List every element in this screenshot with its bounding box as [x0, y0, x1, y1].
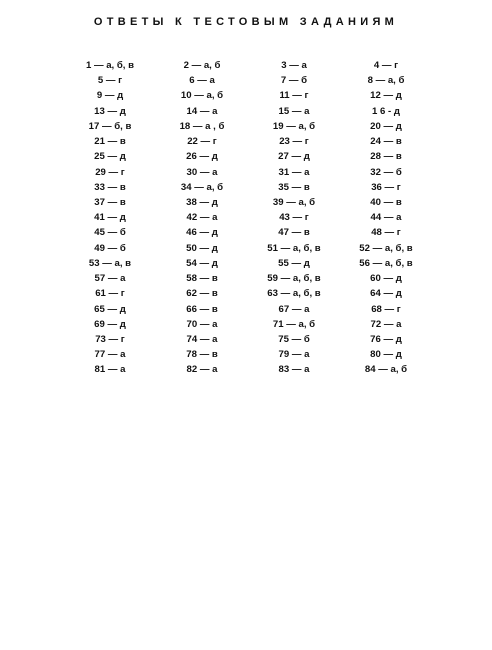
answer-item: 65 — д — [94, 303, 126, 315]
answer-item: 26 — д — [186, 151, 218, 163]
answer-item: 59 — а, б, в — [267, 273, 321, 285]
answer-item: 49 — б — [94, 242, 126, 254]
answer-item: 2 — а, б — [183, 60, 221, 71]
answer-item: 72 — а — [370, 318, 402, 330]
answer-item: 77 — а — [94, 349, 126, 361]
answer-item: 84 — а, б — [364, 364, 408, 376]
answer-item: 32 — б — [370, 166, 402, 178]
answer-item: 37 — в — [94, 196, 126, 208]
answer-item: 79 — а — [278, 349, 310, 361]
answer-item: 38 — д — [186, 196, 218, 208]
answer-item: 76 — д — [370, 333, 402, 345]
answer-item: 19 — а, б — [272, 120, 316, 132]
answer-item: 28 — в — [370, 151, 402, 163]
answer-item: 25 — д — [94, 151, 126, 163]
answer-item: 18 — а , б — [179, 120, 225, 132]
answer-item: 14 — а — [186, 105, 218, 117]
answer-item: 24 — в — [370, 136, 402, 148]
answer-item: 33 — в — [94, 181, 126, 193]
answer-item: 27 — д — [278, 151, 310, 163]
answer-item: 20 — д — [370, 120, 402, 132]
answer-item: 58 — в — [186, 273, 218, 285]
answer-item: 11 — г — [279, 90, 309, 102]
answer-item: 64 — д — [370, 288, 402, 300]
answer-item: 68 — г — [371, 303, 401, 315]
answer-item: 39 — а, б — [272, 196, 316, 208]
answer-item: 1 — а, б, в — [85, 60, 135, 71]
answer-item: 53 — а, в — [88, 257, 132, 269]
answer-item: 21 — в — [94, 136, 126, 148]
answer-item: 56 — а, б, в — [359, 257, 413, 269]
answer-item: 81 — а — [94, 364, 126, 376]
answer-item: 78 — в — [186, 349, 218, 361]
answer-item: 12 — д — [370, 90, 402, 102]
answer-item: 47 — в — [278, 227, 310, 239]
answer-item: 57 — а — [94, 273, 126, 285]
answer-item: 45 — б — [94, 227, 126, 239]
answer-item: 4 — г — [373, 60, 399, 71]
answer-item: 22 — г — [187, 136, 217, 148]
answer-item: 34 — а, б — [180, 181, 224, 193]
answer-item: 52 — а, б, в — [359, 242, 413, 254]
answer-item: 13 — д — [94, 105, 126, 117]
answer-item: 50 — д — [186, 242, 218, 254]
answer-item: 70 — а — [186, 318, 218, 330]
answer-item: 29 — г — [95, 166, 125, 178]
answer-item: 44 — а — [370, 212, 402, 224]
answer-item: 36 — г — [371, 181, 401, 193]
answer-item: 7 — б — [280, 75, 308, 87]
answer-item: 74 — а — [186, 333, 218, 345]
answer-item: 8 — а, б — [367, 75, 405, 87]
answer-item: 6 — а — [189, 75, 215, 87]
answer-item: 75 — б — [278, 333, 310, 345]
answer-item: 43 — г — [279, 212, 309, 224]
answer-item: 17 — б, в — [88, 120, 132, 132]
answer-item: 83 — а — [278, 364, 310, 376]
answer-item: 31 — а — [278, 166, 310, 178]
answer-item: 23 — г — [279, 136, 309, 148]
page-title: ОТВЕТЫ К ТЕСТОВЫМ ЗАДАНИЯМ — [93, 16, 399, 28]
answer-item: 3 — а — [281, 60, 307, 71]
answer-item: 40 — в — [370, 196, 402, 208]
answer-item: 5 — г — [97, 75, 123, 87]
answer-item: 48 — г — [371, 227, 401, 239]
answer-item: 42 — а — [186, 212, 218, 224]
answer-item: 66 — в — [186, 303, 218, 315]
answer-item: 15 — а — [278, 105, 310, 117]
answer-item: 69 — д — [94, 318, 126, 330]
answer-item: 51 — а, б, в — [267, 242, 321, 254]
answer-item: 71 — а, б — [272, 318, 316, 330]
answer-item: 54 — д — [186, 257, 218, 269]
answer-item: 60 — д — [370, 273, 402, 285]
answer-item: 30 — а — [186, 166, 218, 178]
answer-item: 80 — д — [370, 349, 402, 361]
answer-item: 10 — а, б — [180, 90, 224, 102]
answer-item: 9 — д — [96, 90, 124, 102]
answer-item: 61 — г — [95, 288, 125, 300]
answer-item: 73 — г — [95, 333, 125, 345]
answers-grid — [64, 58, 432, 378]
answer-item: 41 — д — [94, 212, 126, 224]
answer-item: 46 — д — [186, 227, 218, 239]
answer-item: 67 — а — [278, 303, 310, 315]
answer-item: 62 — в — [186, 288, 218, 300]
answer-item: 55 — д — [278, 257, 310, 269]
answer-item: 35 — в — [278, 181, 310, 193]
answer-item: 1 6 - д — [372, 105, 400, 117]
answer-item: 63 — а, б, в — [267, 288, 321, 300]
answer-item: 82 — а — [186, 364, 218, 376]
